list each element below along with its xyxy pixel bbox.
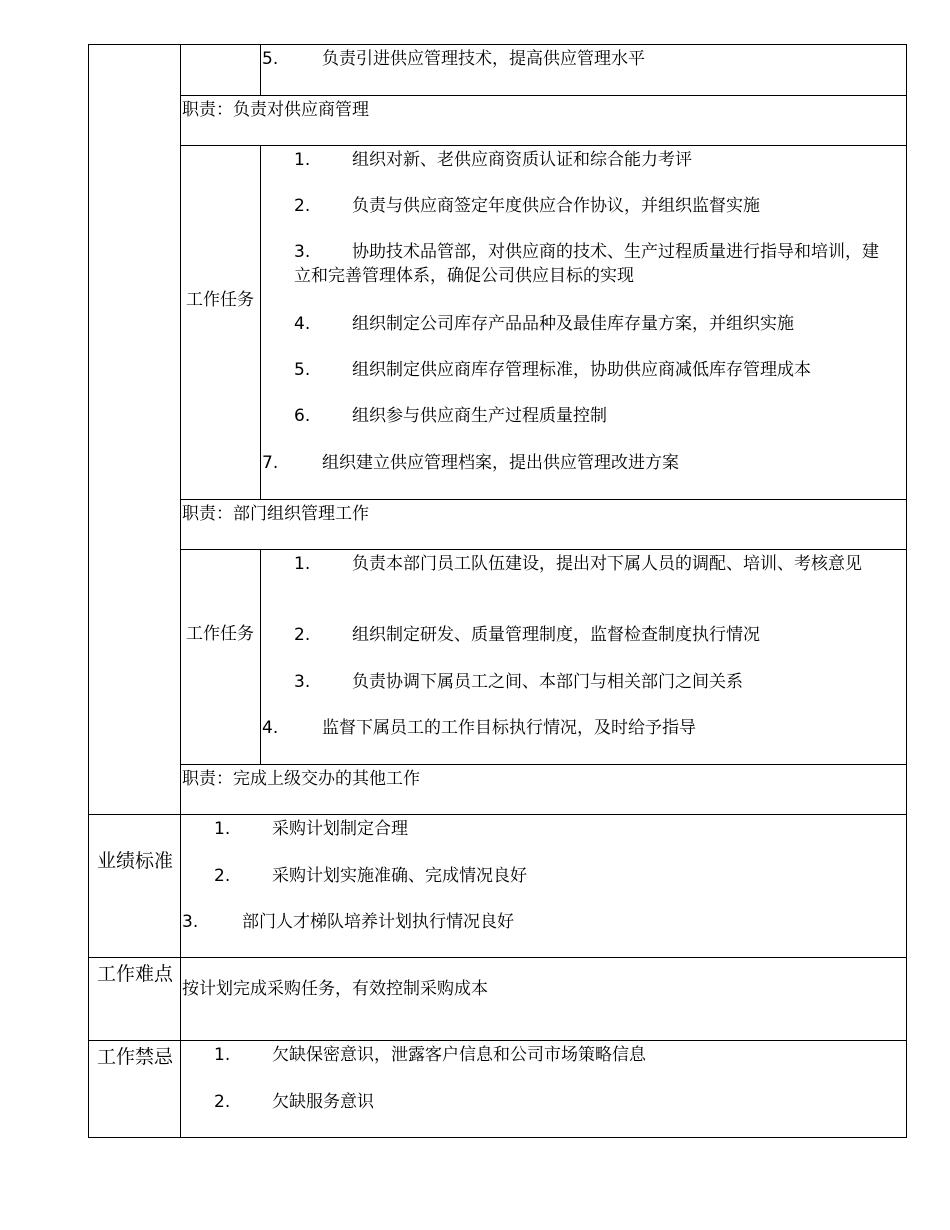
item-number: 3. bbox=[182, 912, 199, 932]
item-number: 2. bbox=[214, 1092, 231, 1112]
list-item bbox=[294, 240, 894, 288]
item-text: 部门人才梯队培养计划执行情况良好 bbox=[242, 912, 514, 932]
tasks-label: 工作任务 bbox=[186, 624, 254, 644]
list-item bbox=[214, 864, 527, 888]
item-number: 4. bbox=[262, 718, 279, 738]
duty-heading-department: 职责：部门组织管理工作 bbox=[182, 504, 369, 524]
item-text: 负责协调下属员工之间、本部门与相关部门之间关系 bbox=[352, 672, 743, 692]
item-number: 4. bbox=[294, 314, 311, 334]
item-text: 组织制定公司库存产品品种及最佳库存量方案，并组织实施 bbox=[352, 314, 794, 334]
item-text: 负责引进供应管理技术，提高供应管理水平 bbox=[322, 49, 645, 69]
item-text: 协助技术品管部，对供应商的技术、生产过程质量进行指导和培训，建立和完善管理体系，确促公司供应目标的实现 bbox=[294, 242, 879, 286]
item-number: 1. bbox=[294, 554, 311, 574]
duty-heading-other: 职责：完成上级交办的其他工作 bbox=[182, 769, 420, 789]
item-text: 负责本部门员工队伍建设，提出对下属人员的调配、培训、考核意见 bbox=[352, 554, 862, 574]
item-number: 5. bbox=[262, 49, 279, 69]
list-item bbox=[294, 148, 692, 172]
item-text: 采购计划制定合理 bbox=[272, 819, 408, 839]
item-number: 2. bbox=[214, 866, 231, 886]
list-item bbox=[182, 910, 514, 934]
duty-heading-supplier: 职责：负责对供应商管理 bbox=[182, 100, 369, 120]
list-item bbox=[294, 358, 811, 382]
item-text: 组织参与供应商生产过程质量控制 bbox=[352, 406, 607, 426]
item-text: 负责与供应商签定年度供应合作协议，并组织监督实施 bbox=[352, 196, 760, 216]
item-text: 组织对新、老供应商资质认证和综合能力考评 bbox=[352, 150, 692, 170]
list-item bbox=[294, 670, 743, 694]
item-text: 监督下属员工的工作目标执行情况，及时给予指导 bbox=[322, 718, 696, 738]
item-number: 1. bbox=[214, 1045, 231, 1065]
item-text: 欠缺保密意识，泄露客户信息和公司市场策略信息 bbox=[272, 1045, 646, 1065]
list-item bbox=[294, 404, 607, 428]
item-text: 组织制定供应商库存管理标准，协助供应商减低库存管理成本 bbox=[352, 360, 811, 380]
list-item bbox=[262, 451, 679, 475]
item-number: 1. bbox=[294, 150, 311, 170]
item-number: 3. bbox=[294, 242, 311, 262]
item-number: 2. bbox=[294, 625, 311, 645]
item-number: 2. bbox=[294, 196, 311, 216]
tasks-label: 工作任务 bbox=[186, 290, 254, 310]
difficulty-text: 按计划完成采购任务，有效控制采购成本 bbox=[182, 979, 488, 999]
item-number: 1. bbox=[214, 819, 231, 839]
item-text: 组织制定研发、质量管理制度，监督检查制度执行情况 bbox=[352, 625, 760, 645]
list-item bbox=[214, 1043, 646, 1067]
difficulty-label: 工作难点 bbox=[96, 963, 173, 985]
list-item bbox=[262, 716, 696, 740]
item-number: 5. bbox=[294, 360, 311, 380]
list-item bbox=[294, 552, 898, 576]
item-text: 组织建立供应管理档案，提出供应管理改进方案 bbox=[322, 453, 679, 473]
list-item bbox=[214, 817, 408, 841]
item-number: 6. bbox=[294, 406, 311, 426]
item-text: 欠缺服务意识 bbox=[272, 1092, 374, 1112]
item-text: 采购计划实施准确、完成情况良好 bbox=[272, 866, 527, 886]
item-number: 3. bbox=[294, 672, 311, 692]
list-item bbox=[294, 312, 794, 336]
list-item bbox=[294, 623, 760, 647]
performance-label: 业绩标准 bbox=[96, 850, 173, 872]
list-item bbox=[294, 194, 760, 218]
item-number: 7. bbox=[262, 453, 279, 473]
taboo-label: 工作禁忌 bbox=[96, 1046, 173, 1068]
list-item bbox=[214, 1090, 374, 1114]
list-item bbox=[262, 47, 645, 71]
